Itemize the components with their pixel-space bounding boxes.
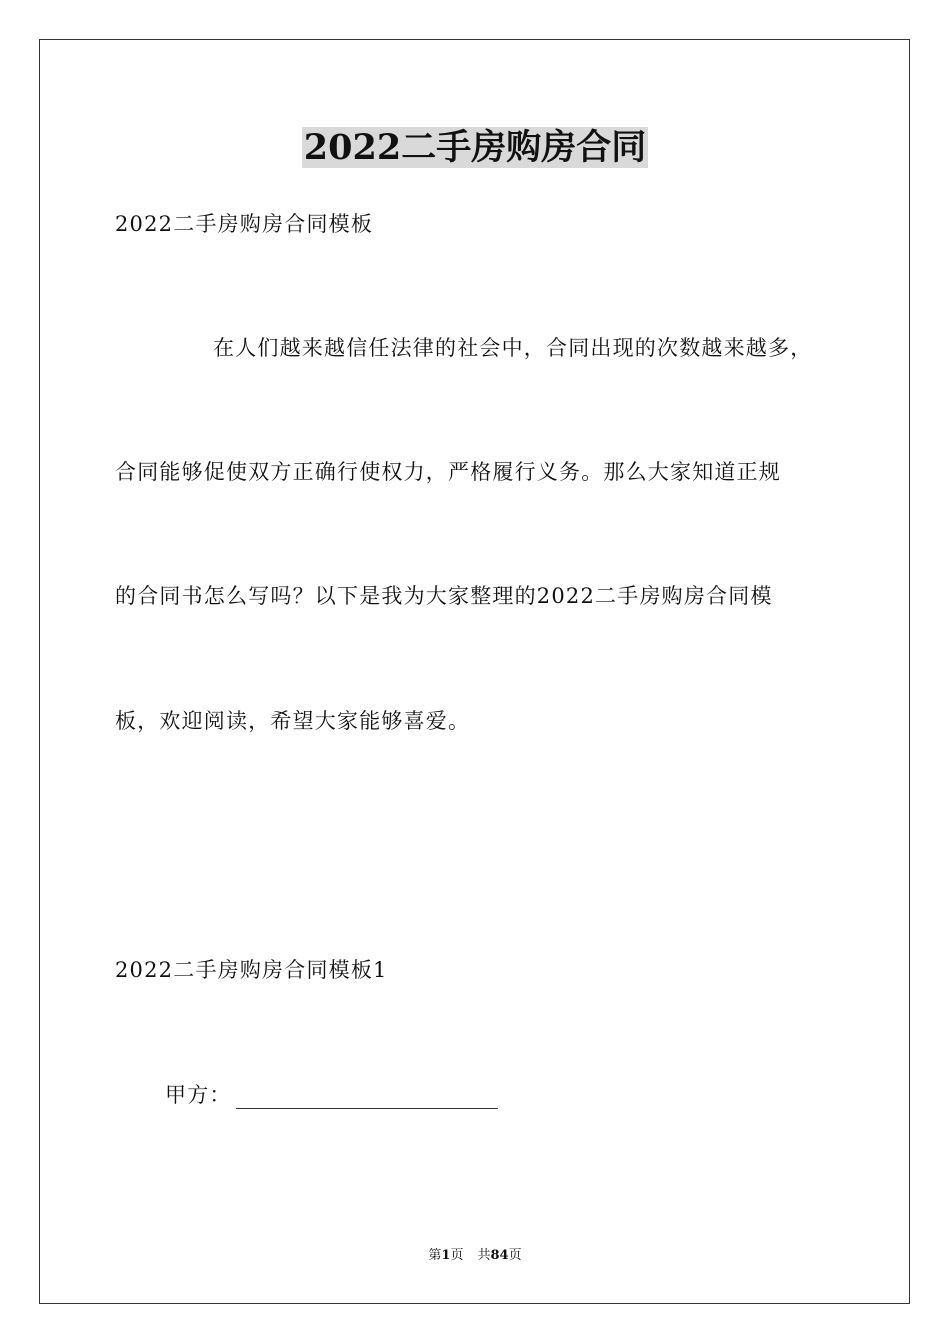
footer-page-prefix: 第 — [428, 1248, 442, 1263]
party-a-label: 甲方： — [165, 1083, 232, 1107]
footer-total-suffix: 页 — [508, 1248, 522, 1263]
intro-line-1: 在人们越来越信任法律的社会中，合同出现的次数越来越多， — [213, 336, 813, 360]
footer-page-number: 1 — [441, 1248, 451, 1263]
footer-total-prefix: 共 — [477, 1248, 491, 1263]
party-a-row — [165, 1081, 498, 1109]
page-footer — [0, 1247, 950, 1265]
footer-page-suffix: 页 — [450, 1248, 464, 1263]
intro-line-2: 合同能够促使双方正确行使权力，严格履行义务。那么大家知道正规 — [115, 460, 781, 484]
party-a-blank-line — [236, 1086, 498, 1109]
footer-total-pages: 84 — [490, 1248, 509, 1263]
document-title — [0, 126, 950, 170]
intro-line-4: 板，欢迎阅读，希望大家能够喜爱。 — [115, 709, 471, 733]
intro-line-3: 的合同书怎么写吗？以下是我为大家整理的2022二手房购房合同模 — [115, 584, 773, 608]
document-title-text: 2022二手房购房合同 — [303, 127, 647, 168]
document-subtitle: 2022二手房购房合同模板 — [115, 212, 374, 236]
section-heading: 2022二手房购房合同模板1 — [115, 958, 388, 982]
